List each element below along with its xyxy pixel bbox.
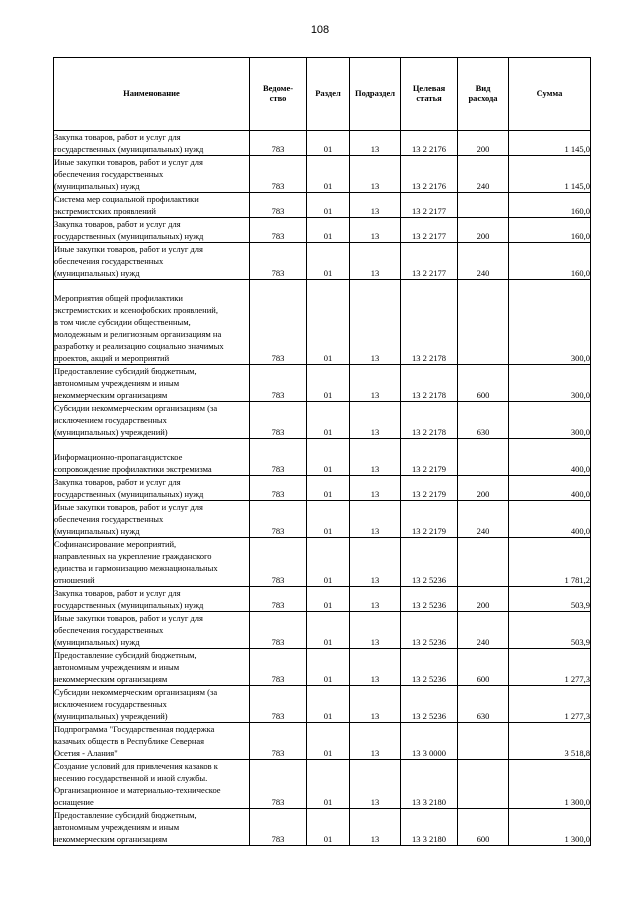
amount-cell: 160,0 bbox=[509, 218, 591, 243]
header-department: Ведоме- ство bbox=[250, 58, 307, 131]
table-body bbox=[54, 131, 591, 846]
section-cell: 01 bbox=[307, 280, 350, 365]
row-name-cell: Создание условий для привлечения казаков к несению государственной и иной службы. Организационное и материально-техническое оснащение bbox=[54, 760, 250, 809]
row-name-cell: Система мер социальной профилактики экстремистских проявлений bbox=[54, 193, 250, 218]
department-cell: 783 bbox=[250, 501, 307, 538]
amount-cell: 300,0 bbox=[509, 402, 591, 439]
subsection-cell: 13 bbox=[350, 131, 401, 156]
table-row bbox=[54, 218, 591, 243]
expense-type-cell: 630 bbox=[458, 402, 509, 439]
expense-type-cell: 240 bbox=[458, 612, 509, 649]
section-cell: 01 bbox=[307, 760, 350, 809]
target-article-cell: 13 2 5236 bbox=[401, 538, 458, 587]
row-name-cell: Иные закупки товаров, работ и услуг для обеспечения государственных (муниципальных) нужд bbox=[54, 243, 250, 280]
target-article-cell: 13 3 2180 bbox=[401, 809, 458, 846]
section-cell: 01 bbox=[307, 686, 350, 723]
target-article-cell: 13 2 2178 bbox=[401, 280, 458, 365]
target-article-cell: 13 2 2179 bbox=[401, 439, 458, 476]
amount-cell: 1 145,0 bbox=[509, 131, 591, 156]
section-cell: 01 bbox=[307, 476, 350, 501]
row-name-cell: Иные закупки товаров, работ и услуг для обеспечения государственных (муниципальных) нужд bbox=[54, 501, 250, 538]
header-subsection: Подраздел bbox=[350, 58, 401, 131]
table-row bbox=[54, 439, 591, 476]
section-cell: 01 bbox=[307, 501, 350, 538]
target-article-cell: 13 3 0000 bbox=[401, 723, 458, 760]
section-cell: 01 bbox=[307, 365, 350, 402]
subsection-cell: 13 bbox=[350, 538, 401, 587]
subsection-cell: 13 bbox=[350, 193, 401, 218]
table-row bbox=[54, 365, 591, 402]
section-cell: 01 bbox=[307, 193, 350, 218]
row-name-cell: Закупка товаров, работ и услуг для государственных (муниципальных) нужд bbox=[54, 587, 250, 612]
section-cell: 01 bbox=[307, 723, 350, 760]
budget-table bbox=[53, 57, 591, 846]
section-cell: 01 bbox=[307, 243, 350, 280]
subsection-cell: 13 bbox=[350, 218, 401, 243]
amount-cell: 1 277,3 bbox=[509, 686, 591, 723]
section-cell: 01 bbox=[307, 809, 350, 846]
row-name-cell: Закупка товаров, работ и услуг для государственных (муниципальных) нужд bbox=[54, 131, 250, 156]
amount-cell: 1 300,0 bbox=[509, 809, 591, 846]
table-row bbox=[54, 131, 591, 156]
table-row bbox=[54, 649, 591, 686]
section-cell: 01 bbox=[307, 218, 350, 243]
section-cell: 01 bbox=[307, 439, 350, 476]
subsection-cell: 13 bbox=[350, 280, 401, 365]
subsection-cell: 13 bbox=[350, 649, 401, 686]
target-article-cell: 13 2 2176 bbox=[401, 131, 458, 156]
department-cell: 783 bbox=[250, 243, 307, 280]
department-cell: 783 bbox=[250, 723, 307, 760]
amount-cell: 503,9 bbox=[509, 612, 591, 649]
amount-cell: 400,0 bbox=[509, 476, 591, 501]
row-name-cell: Закупка товаров, работ и услуг для государственных (муниципальных) нужд bbox=[54, 218, 250, 243]
amount-cell: 1 277,3 bbox=[509, 649, 591, 686]
section-cell: 01 bbox=[307, 156, 350, 193]
target-article-cell: 13 2 2179 bbox=[401, 501, 458, 538]
amount-cell: 3 518,8 bbox=[509, 723, 591, 760]
target-article-cell: 13 2 2177 bbox=[401, 243, 458, 280]
table-row bbox=[54, 476, 591, 501]
row-name-cell: Информационно-пропагандистское сопровождение профилактики экстремизма bbox=[54, 439, 250, 476]
subsection-cell: 13 bbox=[350, 476, 401, 501]
subsection-cell: 13 bbox=[350, 723, 401, 760]
subsection-cell: 13 bbox=[350, 156, 401, 193]
row-name-cell: Мероприятия общей профилактики экстремистских и ксенофобских проявлений, в том числе субсидии общественным, молодежным и религиозным организациям на разработку и реализацию социально значимых проектов, акций и мероприятий bbox=[54, 280, 250, 365]
row-name-cell: Предоставление субсидий бюджетным, автономным учреждениям и иным некоммерческим организациям bbox=[54, 649, 250, 686]
target-article-cell: 13 2 2178 bbox=[401, 365, 458, 402]
amount-cell: 160,0 bbox=[509, 193, 591, 218]
subsection-cell: 13 bbox=[350, 402, 401, 439]
table-row bbox=[54, 193, 591, 218]
table-row bbox=[54, 809, 591, 846]
expense-type-cell: 240 bbox=[458, 501, 509, 538]
target-article-cell: 13 2 2179 bbox=[401, 476, 458, 501]
target-article-cell: 13 3 2180 bbox=[401, 760, 458, 809]
header-amount: Сумма bbox=[509, 58, 591, 131]
department-cell: 783 bbox=[250, 280, 307, 365]
department-cell: 783 bbox=[250, 156, 307, 193]
expense-type-cell: 200 bbox=[458, 131, 509, 156]
department-cell: 783 bbox=[250, 612, 307, 649]
table-row bbox=[54, 402, 591, 439]
row-name-cell: Закупка товаров, работ и услуг для государственных (муниципальных) нужд bbox=[54, 476, 250, 501]
row-name-cell: Софинансирование мероприятий, направленных на укрепление гражданского единства и гармонизацию межнациональных отношений bbox=[54, 538, 250, 587]
expense-type-cell bbox=[458, 723, 509, 760]
department-cell: 783 bbox=[250, 193, 307, 218]
header-section: Раздел bbox=[307, 58, 350, 131]
subsection-cell: 13 bbox=[350, 686, 401, 723]
department-cell: 783 bbox=[250, 439, 307, 476]
row-name-cell: Предоставление субсидий бюджетным, автономным учреждениям и иным некоммерческим организациям bbox=[54, 809, 250, 846]
table-row bbox=[54, 760, 591, 809]
target-article-cell: 13 2 2178 bbox=[401, 402, 458, 439]
section-cell: 01 bbox=[307, 649, 350, 686]
department-cell: 783 bbox=[250, 476, 307, 501]
row-name-cell: Субсидии некоммерческим организациям (за исключением государственных (муниципальных) учреждений) bbox=[54, 686, 250, 723]
department-cell: 783 bbox=[250, 649, 307, 686]
target-article-cell: 13 2 5236 bbox=[401, 649, 458, 686]
amount-cell: 1 300,0 bbox=[509, 760, 591, 809]
expense-type-cell: 630 bbox=[458, 686, 509, 723]
department-cell: 783 bbox=[250, 218, 307, 243]
section-cell: 01 bbox=[307, 612, 350, 649]
expense-type-cell: 600 bbox=[458, 809, 509, 846]
subsection-cell: 13 bbox=[350, 612, 401, 649]
table-row bbox=[54, 686, 591, 723]
expense-type-cell: 600 bbox=[458, 649, 509, 686]
subsection-cell: 13 bbox=[350, 501, 401, 538]
header-name: Наименование bbox=[54, 58, 250, 131]
amount-cell: 1 145,0 bbox=[509, 156, 591, 193]
table-row bbox=[54, 501, 591, 538]
target-article-cell: 13 2 5236 bbox=[401, 587, 458, 612]
row-name-cell: Иные закупки товаров, работ и услуг для обеспечения государственных (муниципальных) нужд bbox=[54, 612, 250, 649]
table-row bbox=[54, 280, 591, 365]
table-row bbox=[54, 587, 591, 612]
section-cell: 01 bbox=[307, 538, 350, 587]
row-name-cell: Предоставление субсидий бюджетным, автономным учреждениям и иным некоммерческим организациям bbox=[54, 365, 250, 402]
expense-type-cell bbox=[458, 760, 509, 809]
table-row bbox=[54, 156, 591, 193]
section-cell: 01 bbox=[307, 402, 350, 439]
amount-cell: 400,0 bbox=[509, 439, 591, 476]
row-name-cell: Иные закупки товаров, работ и услуг для обеспечения государственных (муниципальных) нужд bbox=[54, 156, 250, 193]
expense-type-cell: 200 bbox=[458, 218, 509, 243]
expense-type-cell bbox=[458, 439, 509, 476]
header-expense-type: Вид расхода bbox=[458, 58, 509, 131]
target-article-cell: 13 2 5236 bbox=[401, 686, 458, 723]
expense-type-cell: 600 bbox=[458, 365, 509, 402]
amount-cell: 503,9 bbox=[509, 587, 591, 612]
row-name-cell: Субсидии некоммерческим организациям (за исключением государственных (муниципальных) учреждений) bbox=[54, 402, 250, 439]
department-cell: 783 bbox=[250, 760, 307, 809]
amount-cell: 1 781,2 bbox=[509, 538, 591, 587]
target-article-cell: 13 2 5236 bbox=[401, 612, 458, 649]
expense-type-cell bbox=[458, 193, 509, 218]
table-row bbox=[54, 723, 591, 760]
amount-cell: 300,0 bbox=[509, 365, 591, 402]
subsection-cell: 13 bbox=[350, 365, 401, 402]
subsection-cell: 13 bbox=[350, 243, 401, 280]
page-number: 108 bbox=[310, 24, 330, 36]
department-cell: 783 bbox=[250, 365, 307, 402]
amount-cell: 400,0 bbox=[509, 501, 591, 538]
target-article-cell: 13 2 2177 bbox=[401, 218, 458, 243]
expense-type-cell: 200 bbox=[458, 476, 509, 501]
department-cell: 783 bbox=[250, 587, 307, 612]
subsection-cell: 13 bbox=[350, 760, 401, 809]
department-cell: 783 bbox=[250, 538, 307, 587]
amount-cell: 160,0 bbox=[509, 243, 591, 280]
subsection-cell: 13 bbox=[350, 809, 401, 846]
target-article-cell: 13 2 2177 bbox=[401, 193, 458, 218]
amount-cell: 300,0 bbox=[509, 280, 591, 365]
table-header bbox=[54, 58, 591, 131]
expense-type-cell bbox=[458, 538, 509, 587]
department-cell: 783 bbox=[250, 686, 307, 723]
row-name-cell: Подпрограмма "Государственная поддержка казачьих обществ в Республике Северная Осетия - Алания" bbox=[54, 723, 250, 760]
expense-type-cell bbox=[458, 280, 509, 365]
table-row bbox=[54, 243, 591, 280]
table-row bbox=[54, 538, 591, 587]
header-target-article: Целевая статья bbox=[401, 58, 458, 131]
header-row bbox=[54, 58, 591, 131]
department-cell: 783 bbox=[250, 131, 307, 156]
table-row bbox=[54, 612, 591, 649]
expense-type-cell: 200 bbox=[458, 587, 509, 612]
section-cell: 01 bbox=[307, 587, 350, 612]
expense-type-cell: 240 bbox=[458, 243, 509, 280]
subsection-cell: 13 bbox=[350, 439, 401, 476]
expense-type-cell: 240 bbox=[458, 156, 509, 193]
department-cell: 783 bbox=[250, 402, 307, 439]
subsection-cell: 13 bbox=[350, 587, 401, 612]
department-cell: 783 bbox=[250, 809, 307, 846]
target-article-cell: 13 2 2176 bbox=[401, 156, 458, 193]
section-cell: 01 bbox=[307, 131, 350, 156]
